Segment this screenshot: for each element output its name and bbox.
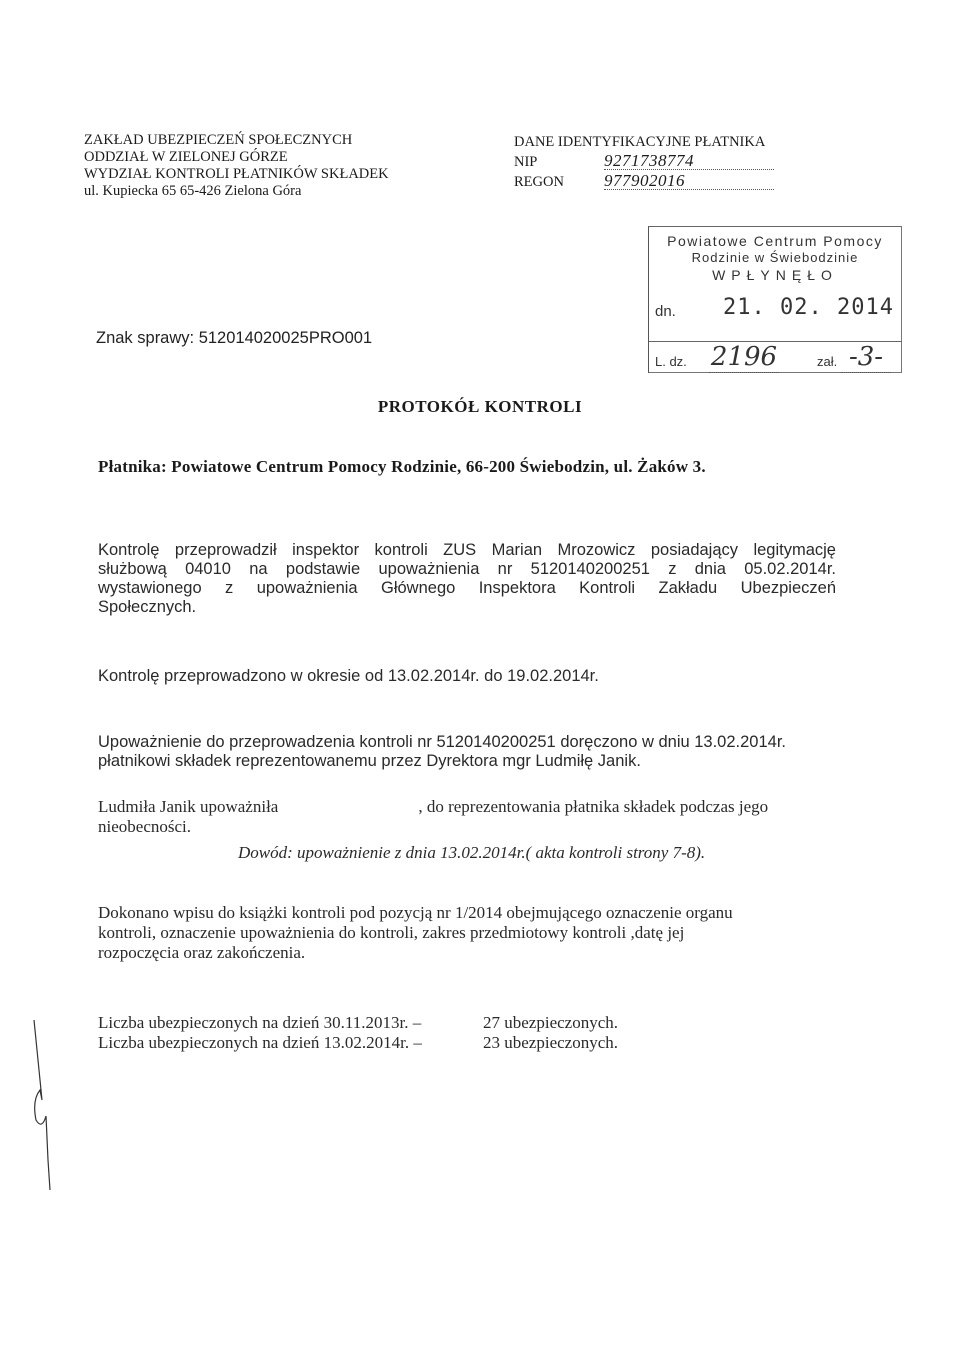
- office-department: WYDZIAŁ KONTROLI PŁATNIKÓW SKŁADEK: [84, 166, 389, 182]
- regon-label: REGON: [514, 174, 564, 190]
- paragraph-line: Społecznych.: [98, 598, 197, 616]
- insured-value: 23 ubezpieczonych.: [483, 1033, 618, 1052]
- stamp-institution: Powiatowe Centrum Pomocy: [667, 233, 883, 249]
- paragraph-line: Kontrolę przeprowadził inspektor kontroli ZUS Marian Mrozowicz posiadający legitymację: [98, 541, 836, 559]
- insured-label: Liczba ubezpieczonych na dzień 13.02.2014r. –: [98, 1033, 422, 1052]
- paragraph-representation: [98, 797, 836, 863]
- paragraph-line: Upoważnienie do przeprowadzenia kontroli nr 5120140200251 doręczono w dniu 13.02.2014r.: [98, 733, 786, 751]
- paragraph-line: rozpoczęcia oraz zakończenia.: [98, 943, 306, 962]
- stamp-ldz-value: 2196: [710, 342, 778, 372]
- redacted-gap: [278, 797, 418, 817]
- nip-row: [514, 152, 774, 171]
- insured-counts: [98, 1013, 836, 1053]
- paragraph-line: Dokonano wpisu do książki kontroli pod pozycją nr 1/2014 obejmującego oznaczenie organu: [98, 903, 733, 922]
- insured-value: 27 ubezpieczonych.: [483, 1013, 618, 1032]
- stamp-attachments-label: zał.: [817, 354, 838, 369]
- paragraph-line: wystawionego z upoważnienia Głównego Inspektora Kontroli Zakładu Ubezpieczeń: [98, 579, 836, 597]
- paragraph-period: Kontrolę przeprowadzono w okresie od 13.02.2014r. do 19.02.2014r.: [98, 667, 599, 685]
- stamp-date-label: dn.: [655, 303, 676, 320]
- stamp-date: 21. 02. 2014: [723, 295, 894, 320]
- paragraph-line: służbową 04010 na podstawie upoważnienia nr 5120140200251 z dnia 05.02.2014r.: [98, 560, 836, 578]
- paragraph-authorization: [98, 733, 836, 771]
- insured-row: [98, 1033, 836, 1053]
- payer-identification: [514, 134, 774, 191]
- margin-signature-mark: [28, 1020, 68, 1190]
- stamp-received: WPŁYNĘŁO: [712, 267, 838, 283]
- stamp-ldz-label: L. dz.: [655, 354, 687, 369]
- paragraph-inspector: [98, 541, 836, 617]
- paragraph-register-entry: [98, 903, 836, 963]
- proof-note: Dowód: upoważnienie z dnia 13.02.2014r.( akta kontroli strony 7-8).: [238, 843, 706, 862]
- insured-label: Liczba ubezpieczonych na dzień 30.11.2013r. –: [98, 1013, 422, 1032]
- representation-part2: , do reprezentowania płatnika składek podczas jego: [418, 797, 769, 816]
- stamp-attachments-value: -3-: [841, 342, 891, 373]
- payer-id-title: DANE IDENTYFIKACYJNE PŁATNIKA: [514, 134, 766, 150]
- payer-line: Płatnika: Powiatowe Centrum Pomocy Rodzinie, 66-200 Świebodzin, ul. Żaków 3.: [98, 457, 706, 476]
- regon-value: 977902016: [604, 172, 774, 190]
- office-branch: ODDZIAŁ W ZIELONEJ GÓRZE: [84, 149, 288, 165]
- office-name: ZAKŁAD UBEZPIECZEŃ SPOŁECZNYCH: [84, 132, 353, 148]
- representation-part1: Ludmiła Janik upoważniła: [98, 797, 279, 816]
- office-header: [84, 132, 389, 200]
- paragraph-line: [98, 797, 836, 817]
- document-title: PROTOKÓŁ KONTROLI: [377, 397, 583, 416]
- regon-row: [514, 172, 774, 191]
- paragraph-line: kontroli, oznaczenie upoważnienia do kontroli, zakres przedmiotowy kontroli ,datę jej: [98, 923, 685, 942]
- office-address: ul. Kupiecka 65 65-426 Zielona Góra: [84, 183, 302, 199]
- paragraph-line: nieobecności.: [98, 817, 191, 836]
- paragraph-line: płatnikowi składek reprezentowanemu przez Dyrektora mgr Ludmiłę Janik.: [98, 752, 641, 770]
- case-number: Znak sprawy: 512014020025PRO001: [96, 329, 373, 347]
- nip-value: 9271738774: [604, 152, 774, 170]
- insured-row: [98, 1013, 836, 1033]
- stamp-register-row: [649, 341, 902, 373]
- stamp-location: Rodzinie w Świebodzinie: [691, 250, 859, 265]
- nip-label: NIP: [514, 154, 538, 170]
- received-stamp: [648, 226, 902, 373]
